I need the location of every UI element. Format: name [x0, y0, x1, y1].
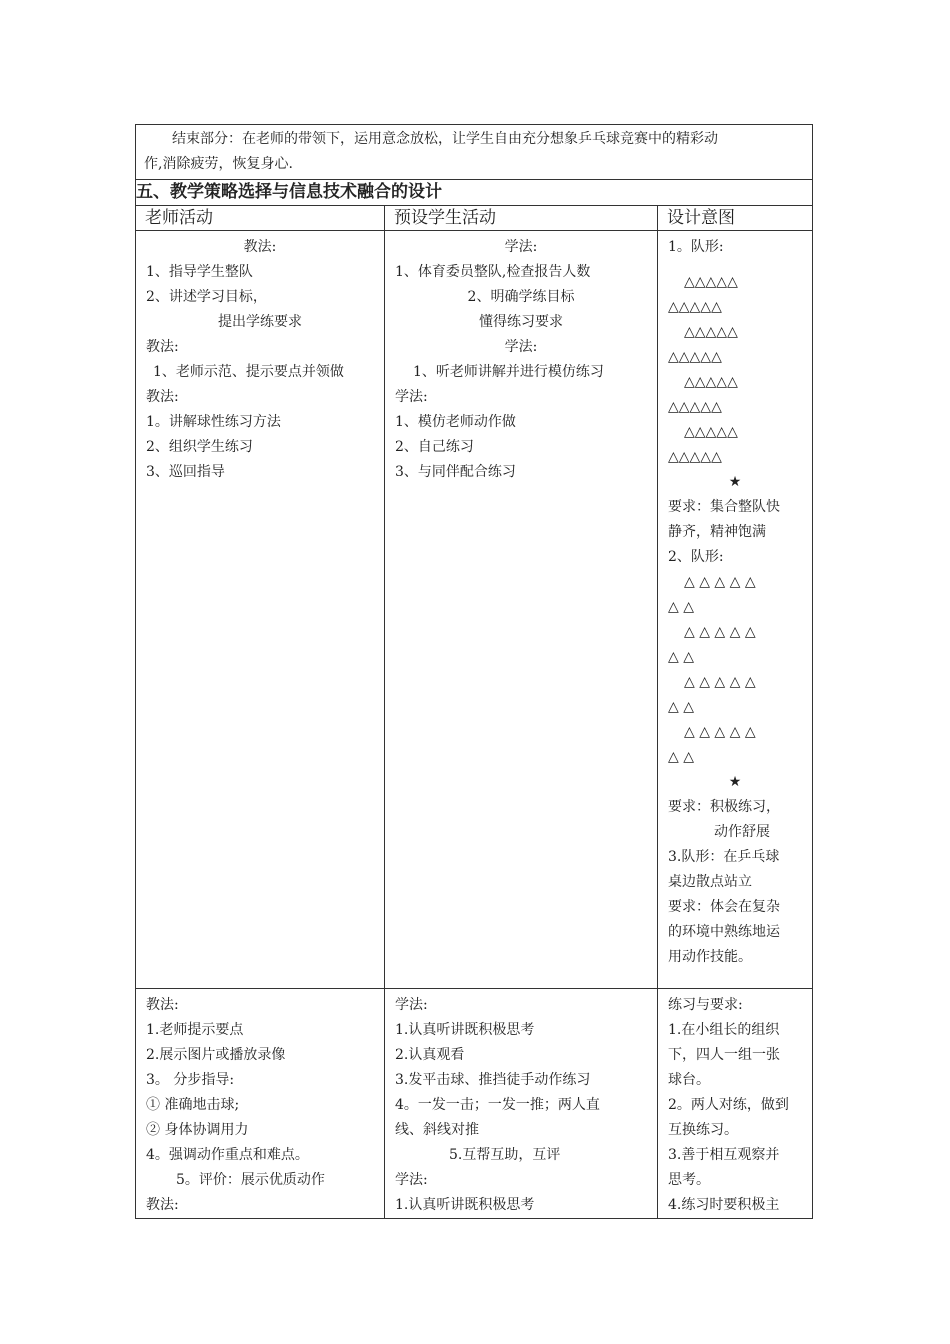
section-title: 五、教学策略选择与信息技术融合的设计 — [136, 180, 813, 206]
row2-student-line: 1.认真听讲既积极思考 — [395, 1197, 535, 1213]
row1-design-line: 要求：体会在复杂 — [668, 899, 780, 915]
row1-student-line: 2、明确学练目标 — [467, 289, 575, 305]
formation-triangle-row: △ △ — [668, 749, 694, 765]
row1-student-line: 学法: — [504, 239, 538, 255]
row2-design-line: 互换练习。 — [668, 1122, 738, 1138]
row1-teacher-line: 1、指导学生整队 — [146, 264, 253, 280]
row1-teacher-line: 1。讲解球性练习方法 — [146, 414, 281, 430]
formation-triangle-row: △△△△△ — [684, 374, 738, 390]
row2-student-line: 线、斜线对推 — [395, 1122, 479, 1138]
row2-design-line: 球台。 — [668, 1072, 710, 1088]
row2-teacher-line: 教法: — [146, 1197, 179, 1213]
formation-triangle-row: △ △ — [668, 699, 694, 715]
row1-design-line: 2、队形: — [668, 549, 724, 565]
row2-design-line: 2。两人对练，做到 — [668, 1097, 789, 1113]
row2-student-line: 1.认真听讲既积极思考 — [395, 1022, 535, 1038]
row2-student-line: 3.发平击球、推挡徒手动作练习 — [395, 1072, 591, 1088]
row2-teacher-line: ① 准确地击球; — [146, 1097, 240, 1113]
formation-triangle-row: △△△△△ — [668, 349, 722, 365]
row1-teacher-line: 2、讲述学习目标， — [146, 289, 267, 305]
row1-student-line: 学法: — [504, 339, 538, 355]
row2-student-line: 4。一发一击；一发一推；两人直 — [395, 1097, 600, 1113]
closing-section-paragraph — [136, 125, 813, 180]
formation-triangle-row: △ △ △ △ △ — [684, 574, 756, 590]
row1-student-line: 1、听老师讲解并进行模仿练习 — [413, 364, 604, 380]
lesson-plan-table-wrapper — [135, 124, 812, 1219]
row1-teacher-line: 1、老师示范、提示要点并领做 — [153, 364, 344, 380]
row2-teacher-cell — [136, 989, 385, 1219]
row1-student-line: 1、模仿老师动作做 — [395, 414, 516, 430]
row1-design-line: 3.队形：在乒乓球 — [668, 849, 780, 865]
row2-student-cell — [385, 989, 658, 1219]
row2-teacher-line: 5。评价：展示优质动作 — [176, 1172, 325, 1188]
row1-teacher-line: 教法: — [146, 339, 179, 355]
formation-triangle-row: △△△△△ — [668, 299, 722, 315]
teacher-star-icon: ★ — [728, 774, 742, 790]
row2-student-line: 5.互帮互助，互评 — [449, 1147, 561, 1163]
header-design-intent: 设计意图 — [658, 206, 813, 231]
formation-triangle-row: △△△△△ — [668, 399, 722, 415]
row2-design-cell — [658, 989, 813, 1219]
formation-triangle-row: △ △ △ △ △ — [684, 724, 756, 740]
row1-design-line: 静齐，精神饱满 — [668, 524, 766, 540]
row2-design-line: 4.练习时要积极主 — [668, 1197, 780, 1213]
row2-teacher-line: 3。 分步指导: — [146, 1072, 235, 1088]
row1-student-line: 3、与同伴配合练习 — [395, 464, 516, 480]
row1-teacher-line: 教法: — [243, 239, 277, 255]
row1-student-line: 懂得练习要求 — [479, 314, 563, 330]
formation-triangle-row: △△△△△ — [684, 274, 738, 290]
header-teacher-activity: 老师活动 — [136, 206, 385, 231]
row1-student-line: 1、体育委员整队,检查报告人数 — [395, 264, 591, 280]
row2-design-line: 3.善于相互观察并 — [668, 1147, 780, 1163]
row2-design-line: 练习与要求: — [668, 997, 743, 1013]
intro-line-1: 结束部分：在老师的带领下，运用意念放松，让学生自由充分想象乒乓球竞赛中的精彩动 — [172, 131, 718, 147]
row1-design-line: 用动作技能。 — [668, 949, 752, 965]
row2-design-line: 思考。 — [668, 1172, 710, 1188]
row1-design-cell — [658, 231, 813, 989]
lesson-plan-table — [135, 124, 813, 1219]
formation-triangle-row: △△△△△ — [684, 424, 738, 440]
row2-design-line: 下，四人一组一张 — [668, 1047, 780, 1063]
row1-design-line: 要求：集合整队快 — [668, 499, 780, 515]
formation-triangle-row: △△△△△ — [668, 449, 722, 465]
row2-teacher-line: ② 身体协调用力 — [146, 1122, 249, 1138]
formation-triangle-row: △ △ — [668, 649, 694, 665]
row1-teacher-line: 3、巡回指导 — [146, 464, 225, 480]
formation-triangle-row: △ △ — [668, 599, 694, 615]
teacher-star-icon: ★ — [728, 474, 742, 490]
row2-teacher-line: 2.展示图片或播放录像 — [146, 1047, 286, 1063]
row1-design-line: 桌边散点站立 — [668, 874, 752, 890]
formation-triangle-row: △ △ △ △ △ — [684, 624, 756, 640]
header-student-activity: 预设学生活动 — [385, 206, 658, 231]
row2-student-line: 学法: — [395, 997, 428, 1013]
row2-teacher-line: 4。强调动作重点和难点。 — [146, 1147, 309, 1163]
row1-design-line: 的环境中熟练地运 — [668, 924, 780, 940]
row1-teacher-line: 2、组织学生练习 — [146, 439, 253, 455]
intro-line-2: 作,消除疲劳，恢复身心. — [144, 156, 293, 172]
row1-student-line: 2、自己练习 — [395, 439, 474, 455]
row1-student-line: 学法: — [395, 389, 428, 405]
row2-teacher-line: 1.老师提示要点 — [146, 1022, 244, 1038]
row2-teacher-line: 教法: — [146, 997, 179, 1013]
row2-student-line: 2.认真观看 — [395, 1047, 465, 1063]
row1-design-line: 要求：积极练习， — [668, 799, 780, 815]
row1-teacher-line: 教法: — [146, 389, 179, 405]
row1-design-line: 动作舒展 — [714, 824, 770, 840]
formation-triangle-row: △ △ △ △ △ — [684, 674, 756, 690]
row1-student-cell — [385, 231, 658, 989]
row1-teacher-cell — [136, 231, 385, 989]
row2-design-line: 1.在小组长的组织 — [668, 1022, 780, 1038]
row1-design-line: 1。队形: — [668, 239, 724, 255]
row2-student-line: 学法: — [395, 1172, 428, 1188]
formation-triangle-row: △△△△△ — [684, 324, 738, 340]
row1-teacher-line: 提出学练要求 — [218, 314, 302, 330]
